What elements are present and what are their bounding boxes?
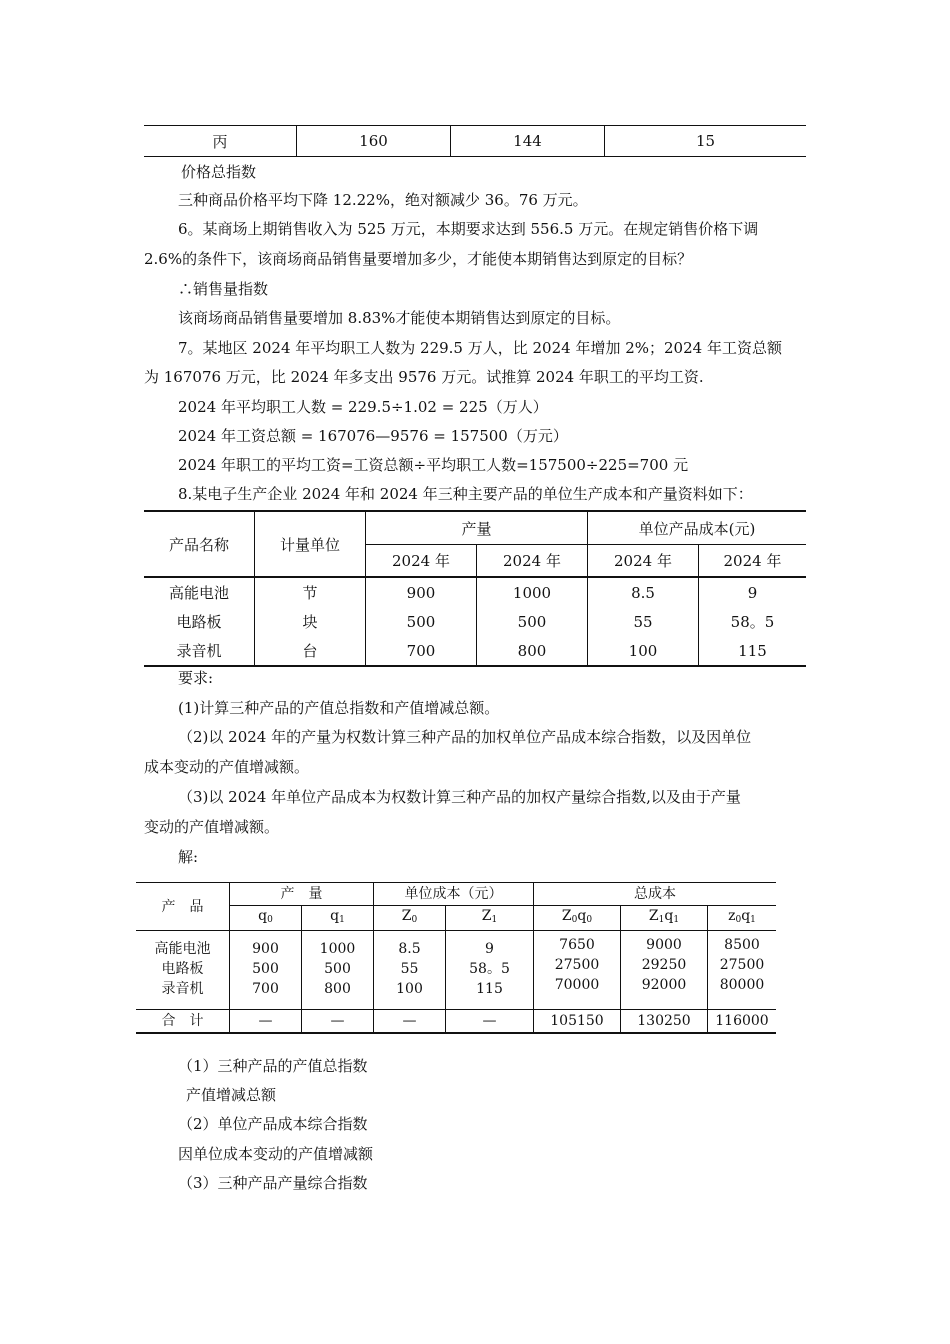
symbol: Z <box>481 908 492 924</box>
table-cell: 8.5 <box>588 577 699 607</box>
sub-header-z0 <box>374 906 446 931</box>
cell-value: 8500 <box>724 937 760 953</box>
table-cell: 115 <box>699 636 807 666</box>
cell-value: 800 <box>324 981 351 997</box>
cell-value: 55 <box>400 961 419 977</box>
table-continuation <box>144 125 806 157</box>
cell-value: 900 <box>252 941 279 957</box>
table-cell: 高能电池 <box>168 584 229 602</box>
table-product-data <box>144 510 806 667</box>
cell-value: 500 <box>252 961 279 977</box>
header-product: 产 品 <box>136 883 230 931</box>
symbol: z <box>728 908 736 924</box>
table-cell: 电路板 <box>176 613 222 631</box>
subscript: 0 <box>586 915 593 925</box>
table-cell: — <box>374 1010 446 1034</box>
paragraph: （3)以 2024 年单位产品成本为权数计算三种产品的加权产量综合指数,以及由于产量 <box>178 788 741 806</box>
paragraph: 7。某地区 2024 年平均职工人数为 229.5 万人，比 2024 年增加 2%；2024 年工资总额 <box>178 339 782 357</box>
paragraph: 因单位成本变动的产值增减额 <box>178 1145 374 1163</box>
paragraph: 2024 年职工的平均工资=工资总额÷平均职工人数=157500÷225=700 元 <box>178 456 689 474</box>
paragraph: （2）单位产品成本综合指数 <box>178 1115 368 1133</box>
paragraph: ∴销售量指数 <box>178 280 269 298</box>
paragraph: 成本变动的产值增减额。 <box>144 758 310 776</box>
paragraph: (1)计算三种产品的产值总指数和产值增减总额。 <box>178 699 500 717</box>
subscript: 0 <box>735 915 742 925</box>
cell-value: 58。5 <box>469 961 510 977</box>
table-cell: 105150 <box>534 1010 621 1034</box>
table-cell: 500 <box>477 607 588 636</box>
header-total-cost: 总成本 <box>534 883 777 906</box>
subscript: 0 <box>571 915 578 925</box>
cell-value: 80000 <box>719 977 765 993</box>
symbol: Z <box>401 908 412 924</box>
table-solution <box>136 882 776 1034</box>
table-total-row <box>136 1010 776 1034</box>
header-year: 2024 年 <box>588 545 699 578</box>
subscript: 1 <box>491 915 498 925</box>
paragraph: 三种商品价格平均下降 12.22%，绝对额减少 36。76 万元。 <box>178 191 588 209</box>
paragraph: 6。某商场上期销售收入为 525 万元，本期要求达到 556.5 万元。在规定销售价格下调 <box>178 220 759 238</box>
column-z1 <box>446 931 534 1010</box>
symbol: Z <box>561 908 572 924</box>
paragraph: 该商场商品销售量要增加 8.83%才能使本期销售达到原定的目标。 <box>178 309 621 327</box>
paragraph: 变动的产值增减额。 <box>144 818 280 836</box>
header-year: 2024 年 <box>477 545 588 578</box>
paragraph: 价格总指数 <box>181 163 257 181</box>
header-output: 产量 <box>366 511 588 545</box>
header-output: 产 量 <box>230 883 374 906</box>
column-z0q0 <box>534 931 621 1010</box>
sub-header-z1q1 <box>621 906 708 931</box>
cell-value: 700 <box>252 981 279 997</box>
sub-header-z0q0 <box>534 906 621 931</box>
table-cell: 节 <box>255 577 366 607</box>
paragraph: 2024 年工资总额 = 167076—9576 = 157500（万元） <box>178 427 568 445</box>
cell-value: 9 <box>485 941 494 957</box>
table-cell: 15 <box>605 126 807 157</box>
cell-value: 115 <box>476 981 503 997</box>
table-cell: 9 <box>699 577 807 607</box>
paragraph: 8.某电子生产企业 2024 年和 2024 年三种主要产品的单位生产成本和产量资料如下： <box>178 485 753 503</box>
table-row <box>136 931 776 1010</box>
subscript: 1 <box>750 915 756 925</box>
list-item: 电路板 <box>161 961 204 977</box>
paragraph: 2.6%的条件下，该商场商品销售量要增加多少，才能使本期销售达到原定的目标？ <box>144 250 693 268</box>
paragraph: 产值增减总额 <box>186 1086 277 1104</box>
paragraph: 为 167076 万元，比 2024 年多支出 9576 万元。试推算 2024 年职工的平均工资. <box>144 368 704 386</box>
cell-value: 29250 <box>641 957 687 973</box>
table-cell: 900 <box>366 577 477 607</box>
paragraph: （2)以 2024 年的产量为权数计算三种产品的加权单位产品成本综合指数，以及因单位 <box>178 728 752 746</box>
table-cell: — <box>446 1010 534 1034</box>
table-cell: 丙 <box>144 126 297 157</box>
subscript: 1 <box>673 915 680 925</box>
list-item: 录音机 <box>161 981 204 997</box>
subscript: 1 <box>339 915 345 925</box>
header-product: 产品名称 <box>144 511 255 577</box>
header-year: 2024 年 <box>699 545 807 578</box>
symbol: q <box>664 908 674 924</box>
table-header-row <box>136 883 776 906</box>
table-cell: 144 <box>451 126 605 157</box>
sub-header-z0q1 <box>708 906 777 931</box>
symbol: q <box>741 908 751 924</box>
table-cell: 块 <box>255 607 366 636</box>
column-q1 <box>302 931 374 1010</box>
symbol: q <box>258 908 268 924</box>
table-cell: 116000 <box>708 1010 777 1034</box>
sub-header-q1 <box>302 906 374 931</box>
product-list <box>136 931 230 1010</box>
paragraph: （1）三种产品的产值总指数 <box>178 1057 368 1075</box>
table-cell: — <box>230 1010 302 1034</box>
sub-header-z1 <box>446 906 534 931</box>
cell-value: 92000 <box>641 977 687 993</box>
table-cell: 130250 <box>621 1010 708 1034</box>
table-row <box>144 607 806 636</box>
header-unit-cost: 单位成本（元） <box>374 883 534 906</box>
symbol: q <box>330 908 340 924</box>
symbol: Z <box>648 908 659 924</box>
cell-value: 100 <box>396 981 423 997</box>
subscript: 1 <box>658 915 665 925</box>
paragraph: （3）三种产品产量综合指数 <box>178 1174 368 1192</box>
column-z1q1 <box>621 931 708 1010</box>
table-cell: 800 <box>477 636 588 666</box>
total-label: 合 计 <box>136 1010 230 1034</box>
cell-value: 7650 <box>559 937 595 953</box>
cell-value: 27500 <box>719 957 765 973</box>
cell-value: 8.5 <box>398 941 421 957</box>
cell-value: 9000 <box>646 937 682 953</box>
table-row <box>144 636 806 666</box>
cell-value: 27500 <box>554 957 600 973</box>
table-cell: 160 <box>297 126 451 157</box>
cell-value: 1000 <box>319 941 356 957</box>
table-cell: 1000 <box>477 577 588 607</box>
table-row <box>144 126 806 157</box>
table-cell: 500 <box>366 607 477 636</box>
subscript: 0 <box>267 915 273 925</box>
symbol: q <box>577 908 587 924</box>
sub-header-q0 <box>230 906 302 931</box>
table-cell: 录音机 <box>144 636 255 666</box>
table-cell: 55 <box>588 607 699 636</box>
paragraph: 解: <box>178 848 199 866</box>
table-header-row <box>144 511 806 545</box>
paragraph: 2024 年平均职工人数 = 229.5÷1.02 = 225（万人） <box>178 398 548 416</box>
table-cell: 700 <box>366 636 477 666</box>
cell-value: 500 <box>324 961 351 977</box>
column-q0 <box>230 931 302 1010</box>
subscript: 0 <box>411 915 418 925</box>
column-z0 <box>374 931 446 1010</box>
column-z0q1 <box>708 931 777 1010</box>
paragraph: 要求: <box>178 669 214 687</box>
table-header-row <box>136 906 776 931</box>
table-cell: 100 <box>588 636 699 666</box>
header-unit: 计量单位 <box>255 511 366 577</box>
list-item: 高能电池 <box>154 941 211 957</box>
table-cell: 台 <box>255 636 366 666</box>
header-year: 2024 年 <box>366 545 477 578</box>
table-cell: — <box>302 1010 374 1034</box>
cell-value: 70000 <box>554 977 600 993</box>
header-cost: 单位产品成本(元) <box>588 511 807 545</box>
table-cell: 58。5 <box>699 607 807 636</box>
table-row <box>144 577 806 607</box>
